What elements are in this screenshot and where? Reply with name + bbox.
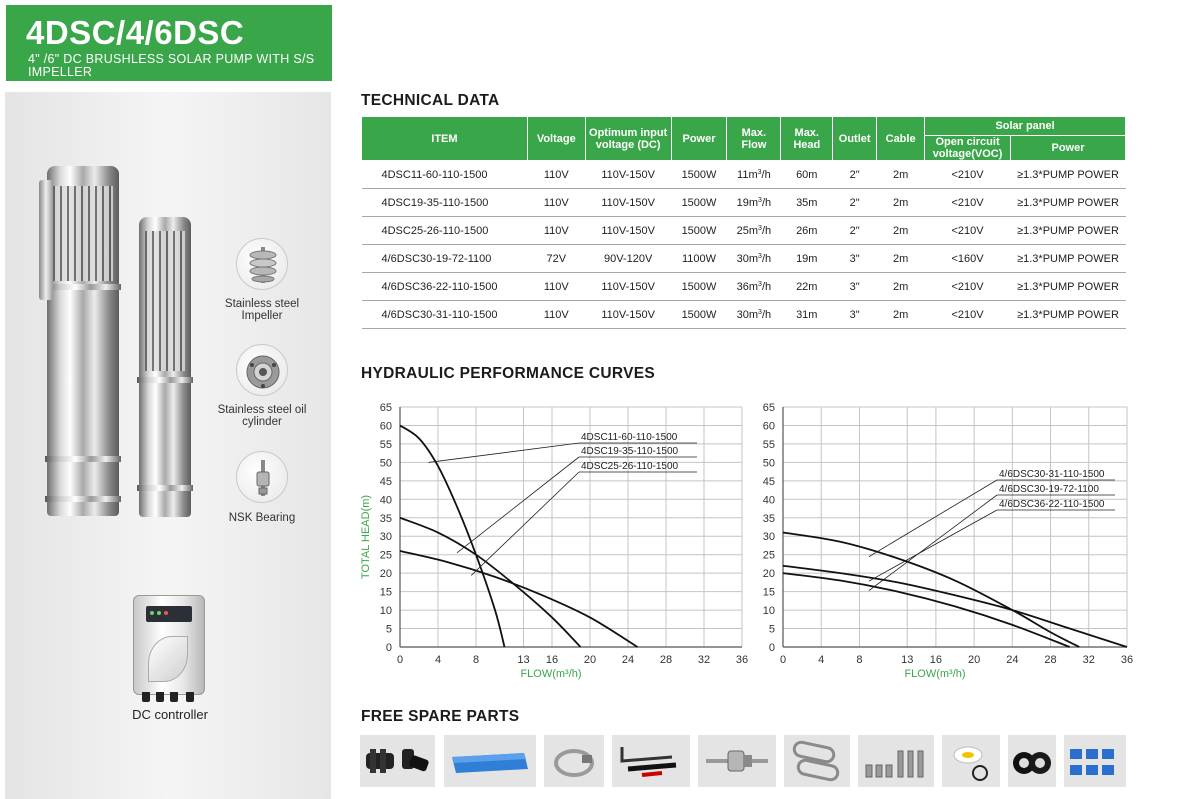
oil-cylinder-icon bbox=[236, 344, 288, 396]
y-tick-label: 20 bbox=[379, 568, 392, 581]
performance-chart-left bbox=[355, 396, 755, 691]
y-tick-label: 25 bbox=[762, 549, 775, 562]
curve-4DSC25-26-110-1500 bbox=[400, 551, 638, 647]
legend-label: 4/6DSC36-22-110-1500 bbox=[999, 499, 1105, 510]
pump-image-small bbox=[139, 217, 191, 517]
y-tick-label: 10 bbox=[762, 605, 775, 618]
x-tick-label: 13 bbox=[517, 654, 530, 666]
performance-chart-right bbox=[755, 396, 1140, 691]
legend-leader bbox=[457, 457, 579, 553]
thread-seal-tape-icon bbox=[942, 735, 1000, 787]
oil-cylinder-label: Stainless steel oil cylinder bbox=[217, 404, 307, 428]
safety-hooks-icon bbox=[784, 735, 850, 787]
y-tick-label: 50 bbox=[762, 457, 775, 470]
controller-display bbox=[146, 606, 192, 622]
table-row: 4/6DSC30-31-110-1500 110V 110V-150V 1500W $30m^3/h$ 31m 3" 2m <210V ≥1.3*PUMP POWER bbox=[362, 301, 1126, 329]
wire-connectors-icon bbox=[1064, 735, 1126, 787]
header-panel-power: Power bbox=[1011, 136, 1126, 161]
y-tick-label: 60 bbox=[762, 420, 775, 433]
legend-leader bbox=[471, 472, 579, 575]
legend-label: 4DSC11-60-110-1500 bbox=[581, 432, 678, 443]
legend-label: 4DSC25-26-110-1500 bbox=[581, 461, 679, 472]
header-voltage: Voltage bbox=[527, 117, 585, 161]
x-tick-label: 20 bbox=[583, 654, 597, 666]
y-tick-label: 15 bbox=[762, 586, 775, 599]
legend-label: 4/6DSC30-31-110-1500 bbox=[999, 469, 1105, 480]
y-tick-label: 40 bbox=[762, 494, 775, 507]
y-tick-label: 65 bbox=[379, 402, 392, 414]
legend-leader bbox=[429, 443, 580, 462]
x-axis-label: FLOW(m³/h) bbox=[520, 668, 582, 680]
heat-shrink-tube-icon bbox=[444, 735, 536, 787]
legend-label: 4/6DSC30-19-72-1100 bbox=[999, 484, 1099, 495]
spare-parts-strip bbox=[360, 735, 1126, 787]
header-power: Power bbox=[671, 117, 727, 161]
y-tick-label: 55 bbox=[762, 438, 775, 451]
pump-image-large bbox=[47, 166, 119, 516]
x-tick-label: 32 bbox=[1082, 654, 1095, 666]
y-tick-label: 30 bbox=[379, 531, 392, 544]
header-outlet: Outlet bbox=[833, 117, 877, 161]
y-tick-label: 35 bbox=[762, 512, 775, 525]
y-tick-label: 45 bbox=[379, 475, 392, 488]
header-input-voltage: Optimum input voltage (DC) bbox=[585, 117, 671, 161]
x-tick-label: 32 bbox=[697, 654, 711, 666]
header-cable: Cable bbox=[877, 117, 925, 161]
y-tick-label: 60 bbox=[379, 420, 392, 433]
y-tick-label: 55 bbox=[379, 438, 392, 451]
nsk-bearing-label: NSK Bearing bbox=[228, 512, 296, 524]
impeller-icon bbox=[236, 238, 288, 290]
controller-decor bbox=[148, 636, 188, 682]
x-axis-label: FLOW(m³/h) bbox=[904, 668, 966, 680]
header-solar-panel: Solar panel bbox=[925, 117, 1126, 136]
shaft-coupling-icon bbox=[698, 735, 776, 787]
header-max-head: Max. Head bbox=[781, 117, 833, 161]
x-tick-label: 36 bbox=[1120, 654, 1134, 666]
y-tick-label: 20 bbox=[762, 568, 775, 581]
technical-data-title: TECHNICAL DATA bbox=[361, 92, 500, 109]
curve-4DSC19-35-110-1500 bbox=[400, 518, 581, 647]
table-row: 4/6DSC30-19-72-1100 72V 90V-120V 1100W $30m^3/h$ 19m 3" 2m <160V ≥1.3*PUMP POWER bbox=[362, 245, 1126, 273]
y-tick-label: 25 bbox=[379, 549, 392, 562]
x-tick-label: 4 bbox=[818, 654, 825, 666]
x-tick-label: 13 bbox=[901, 654, 914, 666]
y-tick-label: 5 bbox=[768, 623, 775, 636]
legend-label: 4DSC19-35-110-1500 bbox=[581, 446, 679, 457]
product-subtitle: 4" /6" DC BRUSHLESS SOLAR PUMP WITH S/S IMPELLER bbox=[28, 52, 315, 79]
x-tick-label: 0 bbox=[779, 654, 787, 666]
header-voc: Open circuit voltage(VOC) bbox=[925, 136, 1011, 161]
x-tick-label: 8 bbox=[472, 654, 480, 666]
dc-controller-label: DC controller bbox=[132, 707, 208, 722]
header-max-flow: Max. Flow bbox=[727, 117, 781, 161]
y-tick-label: 5 bbox=[385, 623, 392, 636]
y-tick-label: 45 bbox=[762, 475, 775, 488]
header-item: ITEM bbox=[362, 117, 528, 161]
table-row: 4DSC19-35-110-1500 110V 110V-150V 1500W $19m^3/h$ 35m 2" 2m <210V ≥1.3*PUMP POWER bbox=[362, 189, 1126, 217]
x-tick-label: 4 bbox=[434, 654, 442, 666]
x-tick-label: 28 bbox=[1044, 654, 1057, 666]
x-tick-label: 16 bbox=[929, 654, 943, 666]
nsk-bearing-icon bbox=[236, 451, 288, 503]
table-row: 4DSC11-60-110-1500 110V 110V-150V 1500W $11m^3/h$ 60m 2" 2m <210V ≥1.3*PUMP POWER bbox=[362, 161, 1126, 189]
pump-cable-guard bbox=[39, 180, 53, 300]
product-title: 4DSC/4/6DSC bbox=[26, 14, 245, 51]
technical-data-table bbox=[361, 116, 1126, 329]
x-tick-label: 24 bbox=[621, 654, 635, 666]
y-tick-label: 0 bbox=[768, 642, 775, 654]
y-tick-label: 40 bbox=[379, 494, 392, 507]
y-tick-label: 30 bbox=[762, 531, 775, 544]
x-tick-label: 36 bbox=[735, 654, 749, 666]
x-tick-label: 20 bbox=[967, 654, 981, 666]
allen-keys-icon bbox=[612, 735, 690, 787]
curves-title: HYDRAULIC PERFORMANCE CURVES bbox=[361, 365, 656, 382]
cable-glands-icon bbox=[360, 735, 435, 787]
y-tick-label: 10 bbox=[379, 605, 392, 618]
x-tick-label: 28 bbox=[659, 654, 673, 666]
y-tick-label: 65 bbox=[762, 402, 775, 414]
dc-controller-image bbox=[133, 595, 205, 695]
legend-leader bbox=[869, 495, 997, 591]
x-tick-label: 0 bbox=[396, 654, 404, 666]
y-tick-label: 35 bbox=[379, 512, 392, 525]
screws-icon bbox=[858, 735, 934, 787]
table-row: 4DSC25-26-110-1500 110V 110V-150V 1500W $25m^3/h$ 26m 2" 2m <210V ≥1.3*PUMP POWER bbox=[362, 217, 1126, 245]
impeller-label: Stainless steel Impeller bbox=[224, 298, 300, 322]
x-tick-label: 16 bbox=[545, 654, 559, 666]
hose-clamp-icon bbox=[544, 735, 604, 787]
x-tick-label: 8 bbox=[856, 654, 863, 666]
y-tick-label: 50 bbox=[379, 457, 392, 470]
y-tick-label: 0 bbox=[385, 642, 392, 654]
table-row: 4/6DSC36-22-110-1500 110V 110V-150V 1500W $36m^3/h$ 22m 3" 2m <210V ≥1.3*PUMP POWER bbox=[362, 273, 1126, 301]
y-tick-label: 15 bbox=[379, 586, 392, 599]
x-tick-label: 24 bbox=[1006, 654, 1019, 666]
insulation-tape-icon bbox=[1008, 735, 1056, 787]
spare-parts-title: FREE SPARE PARTS bbox=[361, 708, 520, 725]
y-axis-label: TOTAL HEAD(m) bbox=[360, 494, 372, 580]
title-banner bbox=[6, 5, 332, 81]
